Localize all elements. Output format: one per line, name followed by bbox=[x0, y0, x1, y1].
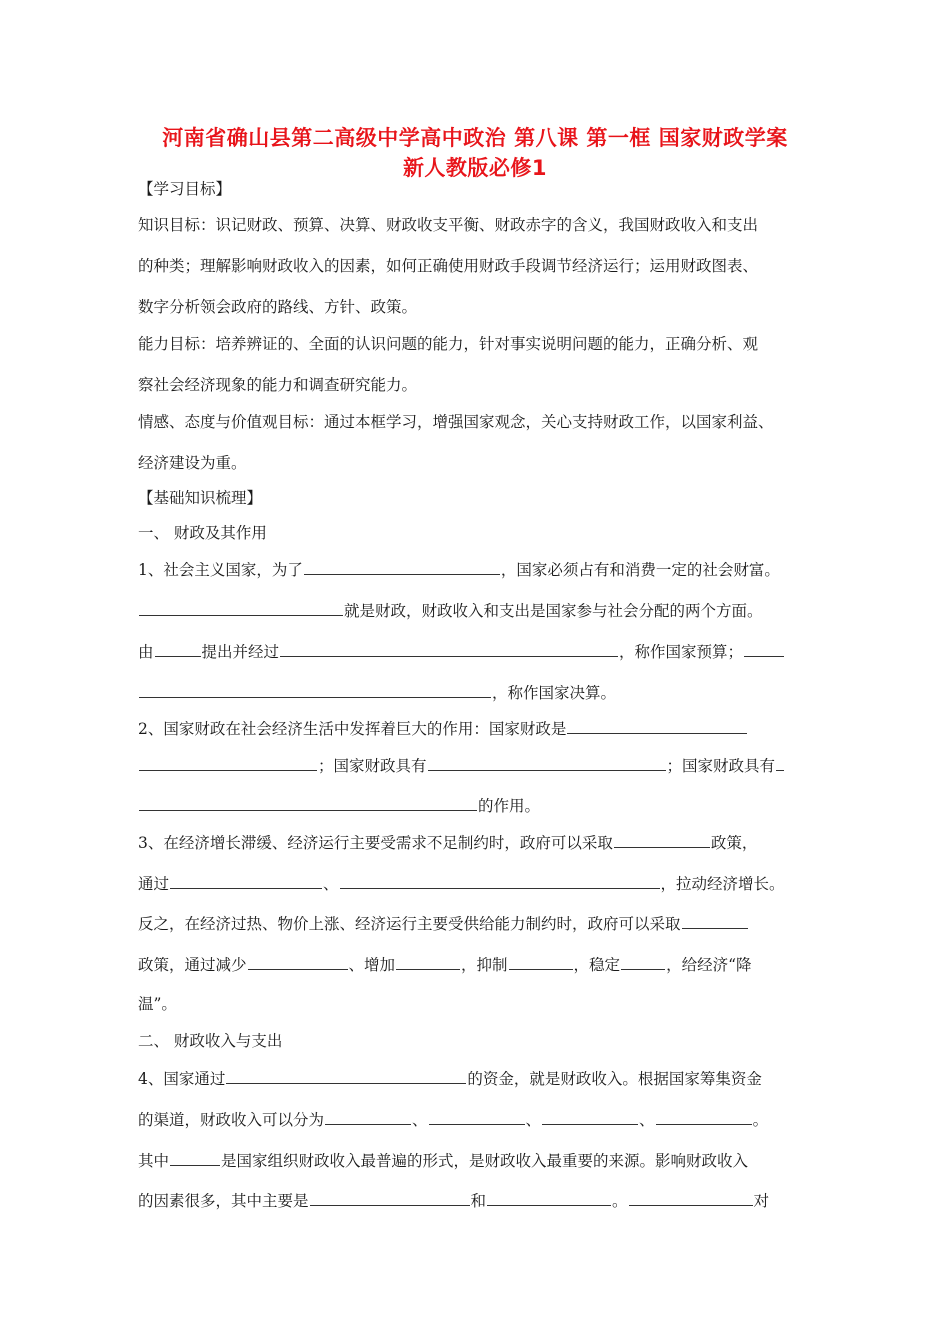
q1-blank-3[interactable] bbox=[155, 641, 201, 657]
q4-blank-6[interactable] bbox=[170, 1150, 220, 1166]
knowledge-goal-line1: 知识目标：识记财政、预算、决算、财政收支平衡、财政赤字的含义，我国财政收入和支出 bbox=[138, 216, 759, 234]
q1-text-f: ，称作国家预算； bbox=[619, 643, 744, 661]
q4-text-i: 是国家组织财政收入最普遍的形式，是财政收入最重要的来源。影响财政收入 bbox=[221, 1152, 749, 1170]
q1-text-g: ，称作国家决算。 bbox=[492, 684, 617, 702]
part1-heading: 一、 财政及其作用 bbox=[138, 524, 267, 542]
q3-blank-4[interactable] bbox=[682, 913, 748, 929]
q3-line4 bbox=[138, 954, 818, 975]
q4-blank-5[interactable] bbox=[656, 1109, 752, 1125]
q3-text-i: ，抑制 bbox=[461, 956, 508, 974]
q3-blank-7[interactable] bbox=[509, 954, 573, 970]
q4-blank-3[interactable] bbox=[429, 1109, 525, 1125]
q1-text-d: 由 bbox=[138, 643, 154, 661]
q1-text-a: 1、社会主义国家，为了 bbox=[138, 561, 303, 579]
q2-line3 bbox=[138, 795, 818, 816]
q3-text-h: 、增加 bbox=[348, 956, 396, 974]
q1-blank-2[interactable] bbox=[139, 600, 343, 616]
emotion-goal-line2: 经济建设为重。 bbox=[138, 454, 247, 472]
q3-text-f: 反之，在经济过热、物价上涨、经济运行主要受供给能力制约时，政府可以采取 bbox=[138, 915, 681, 933]
q4-text-f: 、 bbox=[639, 1111, 655, 1129]
q3-text-d: 、 bbox=[323, 875, 339, 893]
q2-blank-3[interactable] bbox=[428, 755, 666, 771]
q3-blank-2[interactable] bbox=[170, 873, 322, 889]
q3-text-b: 政策， bbox=[710, 834, 758, 852]
q3-blank-3[interactable] bbox=[340, 873, 660, 889]
q1-text-e: 提出并经过 bbox=[201, 643, 280, 661]
q2-text-a: 2、国家财政在社会经济生活中发挥着巨大的作用：国家财政是 bbox=[138, 720, 567, 738]
q4-text-k: 和 bbox=[470, 1192, 487, 1210]
q4-line2 bbox=[138, 1109, 818, 1130]
q3-text-e: ，拉动经济增长。 bbox=[660, 875, 785, 893]
q4-blank-1[interactable] bbox=[226, 1068, 466, 1084]
q3-blank-6[interactable] bbox=[396, 954, 460, 970]
q4-text-e: 、 bbox=[525, 1111, 542, 1129]
q1-text-b: ，国家必须占有和消费一定的社会财富。 bbox=[500, 561, 780, 579]
q4-text-m: 对 bbox=[753, 1192, 770, 1210]
knowledge-goal-line3: 数字分析领会政府的路线、方针、政策。 bbox=[138, 298, 418, 316]
q4-blank-9[interactable] bbox=[629, 1190, 753, 1206]
q4-text-g: 。 bbox=[752, 1111, 769, 1129]
q4-text-b: 的资金，就是财政收入。根据国家筹集资金 bbox=[467, 1070, 762, 1088]
q3-line2 bbox=[138, 873, 818, 894]
q3-blank-8[interactable] bbox=[621, 954, 665, 970]
knowledge-goal-line2: 的种类；理解影响财政收入的因素，如何正确使用财政手段调节经济运行；运用财政图表、 bbox=[138, 257, 759, 275]
ability-goal-line2: 察社会经济现象的能力和调查研究能力。 bbox=[138, 376, 418, 394]
q4-text-j: 的因素很多，其中主要是 bbox=[138, 1192, 309, 1210]
q1-text-c: 就是财政，财政收入和支出是国家参与社会分配的两个方面。 bbox=[344, 602, 763, 620]
q2-line2 bbox=[138, 755, 818, 776]
q3-text-j: ，稳定 bbox=[573, 956, 621, 974]
q4-line4 bbox=[138, 1190, 818, 1211]
q4-text-l: 。 bbox=[612, 1192, 628, 1210]
q1-blank-5[interactable] bbox=[744, 641, 784, 657]
q3-blank-5[interactable] bbox=[248, 954, 348, 970]
q3-text-a: 3、在经济增长滞缓、经济运行主要受需求不足制约时，政府可以采取 bbox=[138, 834, 613, 852]
emotion-goal-line1: 情感、态度与价值观目标：通过本框学习，增强国家观念，关心支持财政工作，以国家利益、 bbox=[138, 413, 774, 431]
q4-blank-4[interactable] bbox=[542, 1109, 638, 1125]
q2-line1 bbox=[138, 718, 818, 739]
q1-line1 bbox=[138, 559, 818, 580]
q3-line5: 温”。 bbox=[138, 995, 177, 1013]
q1-line3 bbox=[138, 641, 818, 662]
q2-blank-2[interactable] bbox=[139, 755, 317, 771]
q2-text-b: ；国家财政具有 bbox=[318, 757, 427, 775]
q3-text-g: 政策，通过减少 bbox=[138, 956, 247, 974]
q3-blank-1[interactable] bbox=[614, 832, 710, 848]
q1-blank-4[interactable] bbox=[280, 641, 618, 657]
q4-line1 bbox=[138, 1068, 818, 1089]
document-title-line1: 河南省确山县第二高级中学高中政治 第八课 第一框 国家财政学案 bbox=[162, 126, 788, 150]
q3-line3 bbox=[138, 913, 818, 934]
q3-text-c: 通过 bbox=[138, 875, 170, 893]
q2-text-d: 的作用。 bbox=[478, 797, 541, 815]
goals-header: 【学习目标】 bbox=[138, 180, 232, 198]
basics-header: 【基础知识梳理】 bbox=[138, 489, 263, 507]
q4-text-d: 、 bbox=[412, 1111, 428, 1129]
q2-blank-1[interactable] bbox=[567, 718, 747, 734]
part2-heading: 二、 财政收入与支出 bbox=[138, 1032, 283, 1050]
q1-line2 bbox=[138, 600, 818, 621]
q1-blank-1[interactable] bbox=[304, 559, 500, 575]
q1-line4 bbox=[138, 682, 818, 703]
q4-text-a: 4、国家通过 bbox=[138, 1070, 226, 1088]
q4-blank-2[interactable] bbox=[325, 1109, 411, 1125]
q1-blank-6[interactable] bbox=[139, 682, 491, 698]
q2-text-c: ；国家财政具有 bbox=[666, 757, 776, 775]
q4-line3 bbox=[138, 1150, 818, 1171]
ability-goal-line1: 能力目标：培养辨证的、全面的认识问题的能力，针对事实说明问题的能力，正确分析、观 bbox=[138, 335, 759, 353]
q2-blank-4[interactable] bbox=[776, 755, 784, 771]
q3-text-k: ，给经济“降 bbox=[666, 956, 752, 974]
q2-blank-5[interactable] bbox=[139, 795, 477, 811]
q4-blank-8[interactable] bbox=[487, 1190, 611, 1206]
document-title-line2: 新人教版必修1 bbox=[402, 156, 548, 180]
q4-text-c: 的渠道，财政收入可以分为 bbox=[138, 1111, 325, 1129]
q4-text-h: 其中 bbox=[138, 1152, 170, 1170]
q3-line1 bbox=[138, 832, 818, 853]
q4-blank-7[interactable] bbox=[310, 1190, 470, 1206]
